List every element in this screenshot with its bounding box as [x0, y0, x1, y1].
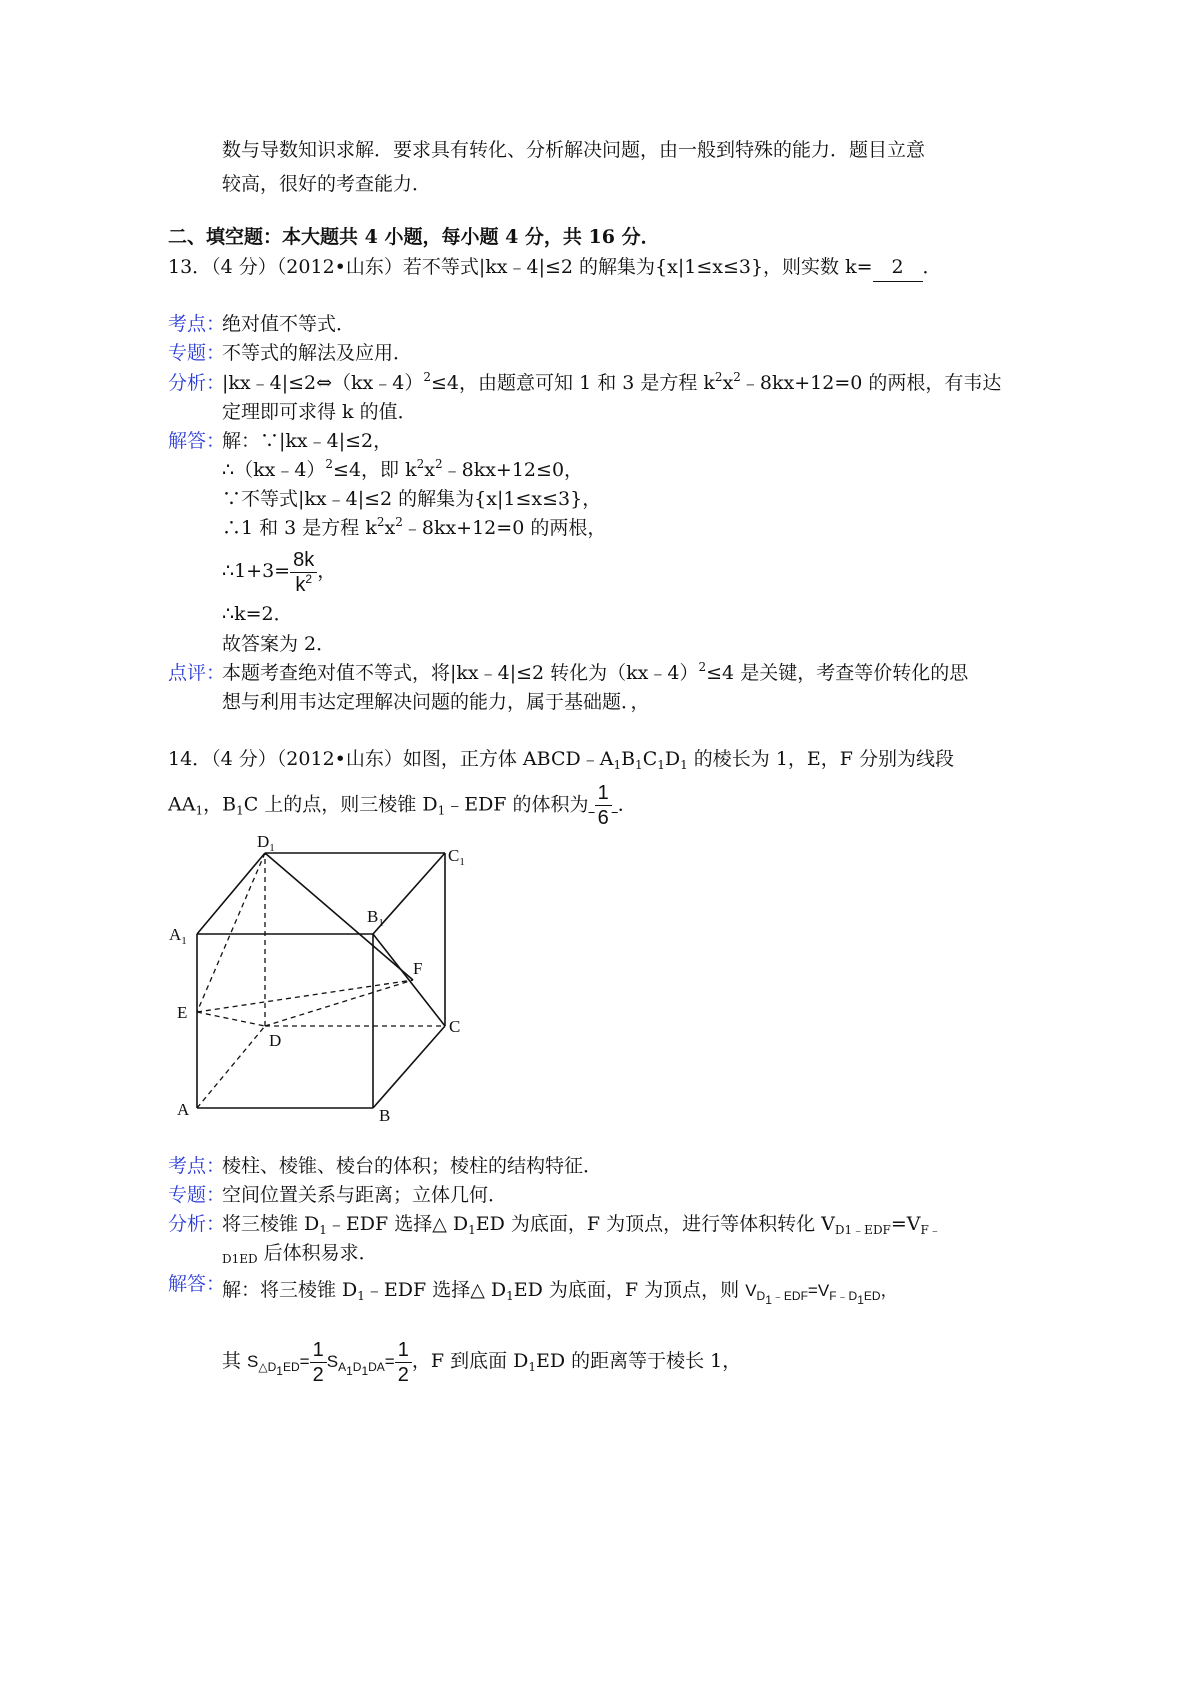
q14-stem-line1 — [168, 745, 954, 773]
q13-label-kaodian: 考点： — [168, 313, 226, 335]
q14-jd1-v2-sub — [829, 1289, 881, 1307]
dash-DF — [265, 980, 413, 1026]
q14-jd2-eq2: = — [384, 1352, 395, 1371]
q13-label-jieda: 解答： — [168, 430, 226, 452]
q14-label-fenxi: 分析： — [168, 1213, 226, 1235]
q14-jd1-v1-sub-d: D — [756, 1289, 766, 1303]
q14-half-num: 1 — [310, 1340, 327, 1363]
sub: 1 — [680, 758, 688, 772]
q13-kaodian: 绝对值不等式． — [222, 313, 356, 335]
q14-jd1-eq: =V — [807, 1281, 830, 1300]
top-line-2: 较高，很好的考查能力． — [222, 173, 432, 195]
sub: 1 — [276, 1364, 283, 1378]
sup: 2 — [376, 515, 385, 529]
q14-zhuanti: 空间位置关系与距离；立体几何． — [222, 1184, 508, 1206]
q14-jd2-formula — [247, 1339, 412, 1387]
q14-answer-fraction — [595, 783, 612, 828]
q14-jieda-line1 — [222, 1276, 898, 1305]
q13-step-7: 故答案为 2． — [222, 633, 336, 655]
q14-fx-line2-b: 后体积易求． — [257, 1242, 378, 1264]
q14-stem2-c: C 上的点，则三棱锥 D — [243, 793, 438, 816]
label-B1: $B_1$ — [367, 907, 384, 929]
q13-dp-b: ≤4 是关键，考查等价转化的思 — [706, 662, 969, 684]
sub: 1 — [765, 1293, 772, 1307]
q14-jd1-v2: F﹣D — [829, 1289, 858, 1303]
dash-D1E — [197, 853, 265, 1012]
sub: 1 — [346, 1364, 353, 1378]
sub: 1 — [635, 758, 643, 772]
sub: D1﹣EDF — [834, 1223, 891, 1237]
label-D: D — [269, 1031, 282, 1050]
sup: 2 — [305, 571, 313, 586]
q14-jd2-s1-sub-a: △D — [258, 1360, 277, 1374]
q14-jd1-v2-end: ED — [863, 1289, 881, 1303]
sub: 1 — [857, 1293, 864, 1307]
q14-stem1-c: C — [642, 748, 658, 770]
q14-jd2-s1: S — [247, 1352, 259, 1371]
q13-step-4 — [222, 514, 606, 542]
edge-A1D1 — [197, 853, 265, 934]
q13-fenxi-line2: 定理即可求得 k 的值． — [222, 401, 417, 423]
q13-label-fenxi: 分析： — [168, 372, 226, 394]
q13-fenxi-line1 — [222, 369, 1001, 397]
q14-stem2-a: AA — [168, 793, 196, 816]
q13-fenxi-d: ﹣8kx+12=0 的两根，有韦达 — [740, 372, 1002, 394]
q14-jd2-s1-sub — [258, 1360, 300, 1378]
q14-jd2-half-2 — [395, 1340, 412, 1385]
dash-EF — [197, 980, 413, 1012]
q14-label-zhuanti: 专题： — [168, 1184, 226, 1206]
q14-fx-b: ﹣EDF 选择△ D — [326, 1213, 469, 1235]
q13-fraction — [290, 550, 317, 595]
sub: 1 — [657, 758, 665, 772]
q14-jd2-s1-end: ED — [282, 1360, 300, 1374]
section-title: 二、填空题：本大题共 4 小题，每小题 4 分，共 16 分． — [168, 226, 660, 248]
q14-jd2-end: ，F 到底面 D — [411, 1350, 529, 1372]
q13-dp-a: 本题考查绝对值不等式，将|kx﹣4|≤2 转化为（kx﹣4） — [222, 662, 699, 684]
q14-answer-blank — [589, 782, 618, 829]
sub: 1 — [613, 758, 622, 772]
q14-half-num: 1 — [395, 1340, 412, 1363]
q14-stem1-d: D — [664, 748, 681, 770]
cube-figure — [165, 828, 485, 1133]
q14-stem1-a: 14．（4 分）（2012•山东）如图，正方体 ABCD﹣A — [168, 748, 614, 770]
q13-fenxi-a: |kx﹣4|≤2⇔（kx﹣4） — [222, 372, 424, 394]
sub: 1 — [361, 1364, 369, 1378]
sub: 1 — [195, 803, 204, 818]
q13-fenxi-b: ≤4，由题意可知 1 和 3 是方程 k — [431, 372, 715, 394]
q14-jd1-formula — [745, 1281, 898, 1307]
label-C: C — [449, 1017, 461, 1036]
edge-BC — [373, 1026, 445, 1108]
q13-frac-den — [290, 573, 317, 595]
label-A: A — [177, 1100, 190, 1119]
q14-stem2-end: ． — [617, 793, 637, 816]
sup: 2 — [395, 515, 403, 529]
q14-jd2-end2: ED 的距离等于棱长 1， — [536, 1350, 742, 1372]
q14-jd1-v1-sub — [756, 1289, 808, 1307]
q14-half-den: 2 — [397, 1364, 409, 1387]
q14-jd2-s2-a: A — [338, 1360, 347, 1374]
q13-stem — [168, 253, 942, 282]
q14-label-kaodian: 考点： — [168, 1155, 226, 1177]
edge-B1C — [373, 934, 445, 1026]
sup: 2 — [423, 370, 432, 384]
q13-s4-b: x — [384, 517, 396, 539]
q13-step-5 — [222, 543, 336, 599]
q14-fx-e: =V — [890, 1213, 921, 1235]
label-D1: $D_1$ — [257, 832, 275, 854]
q14-jd1-v1-mid: ﹣EDF — [771, 1289, 808, 1303]
q14-jd2-eq1: = — [299, 1352, 310, 1371]
q14-jd1-a: 解：将三棱锥 D — [222, 1279, 358, 1301]
q14-label-jieda: 解答： — [168, 1273, 226, 1295]
q13-label-zhuanti: 专题： — [168, 342, 226, 364]
q13-step-6: ∴k=2． — [222, 603, 293, 625]
sub: 1 — [506, 1289, 514, 1303]
q13-step-2 — [222, 456, 583, 484]
q14-ans-num: 1 — [595, 783, 612, 806]
q13-frac-num: 8k — [290, 550, 317, 573]
q13-s2-a: ∴（kx﹣4） — [222, 459, 326, 481]
q14-jd2-half-1 — [310, 1340, 327, 1385]
q13-label-dianping: 点评： — [168, 662, 226, 684]
q14-kaodian: 棱柱、棱锥、棱台的体积；棱柱的结构特征． — [222, 1155, 603, 1177]
q13-s2-d: ﹣8kx+12≤0， — [442, 459, 584, 481]
q13-s2-c: x — [424, 459, 435, 481]
q14-jd2-s2-end: DA — [368, 1360, 385, 1374]
q13-dianping-line2: 想与利用韦达定理解决问题的能力，属于基础题．， — [222, 691, 650, 713]
q14-stem1-b: B — [621, 748, 636, 770]
q14-fenxi-line2 — [222, 1239, 378, 1267]
q14-stem-line2 — [168, 783, 637, 828]
label-B: B — [379, 1106, 391, 1125]
top-line-1: 数与导数知识求解．要求具有转化、分析解决问题，由一般到特殊的能力．题目立意 — [222, 139, 926, 161]
q14-ans-den: 6 — [597, 807, 609, 829]
sup: 2 — [698, 660, 707, 674]
sup: 2 — [733, 370, 741, 384]
q14-jd2-s2-sub — [338, 1360, 385, 1378]
sub: 1 — [468, 1223, 476, 1237]
q14-stem1-e: 的棱长为 1，E，F 分别为线段 — [687, 748, 955, 770]
edge-D1F — [265, 853, 413, 980]
q14-jd1-c: ED 为底面，F 为顶点，则 — [513, 1279, 740, 1301]
q13-step-3: ∵不等式|kx﹣4|≤2 的解集为{x|1≤x≤3}， — [222, 488, 602, 510]
q13-s5-a: ∴1+3= — [222, 560, 291, 582]
label-F: F — [413, 959, 423, 978]
q13-fenxi-c: x — [722, 372, 734, 394]
q14-jieda-line2 — [222, 1336, 741, 1387]
sub: 1 — [357, 1289, 365, 1303]
q13-zhuanti: 不等式的解法及应用． — [222, 342, 413, 364]
sub: 1 — [528, 1360, 536, 1374]
q14-stem2-d: ﹣EDF 的体积为 — [445, 793, 589, 816]
label-A1: $A_1$ — [169, 925, 187, 947]
sup: 2 — [434, 457, 443, 471]
sup: 2 — [416, 457, 425, 471]
sub: 1 — [437, 803, 446, 818]
sup: 2 — [714, 370, 723, 384]
q14-jd2-s2-mid: D — [352, 1360, 362, 1374]
q13-frac-den-k: k — [295, 573, 306, 596]
q13-dianping-line1 — [222, 659, 968, 687]
label-E: E — [177, 1003, 188, 1022]
sub: 1 — [236, 803, 244, 818]
q13-s4-a: ∴1 和 3 是方程 k — [222, 517, 377, 539]
q13-stem-text: 13．（4 分）（2012•山东）若不等式|kx﹣4|≤2 的解集为{x|1≤x≤3}，则实数 k= — [168, 256, 873, 278]
q13-answer: 2 — [873, 253, 923, 282]
sub: F﹣ — [920, 1223, 941, 1237]
q13-step-1: 解：∵|kx﹣4|≤2， — [222, 430, 393, 452]
q14-jd2-a: 其 — [222, 1350, 248, 1372]
sub: D1ED — [222, 1252, 258, 1266]
q14-stem2-b: ，B — [203, 793, 237, 816]
q14-fenxi-line1 — [222, 1210, 941, 1238]
q13-s4-c: ﹣8kx+12=0 的两根， — [402, 517, 607, 539]
q14-half-den: 2 — [312, 1364, 324, 1387]
sub: 1 — [319, 1223, 327, 1237]
q14-jd1-b: ﹣EDF 选择△ D — [364, 1279, 507, 1301]
sup: 2 — [325, 457, 334, 471]
q14-fx-a: 将三棱锥 D — [222, 1213, 320, 1235]
q13-stem-end: ． — [922, 256, 942, 278]
q14-jd1-v1: V — [745, 1281, 757, 1300]
label-C1: $C_1$ — [448, 846, 465, 868]
dash-ED — [197, 1012, 265, 1026]
q14-jd1-end: ， — [880, 1281, 898, 1300]
q14-jd2-s2: S — [326, 1352, 339, 1371]
q13-s5-end: ， — [317, 560, 337, 582]
q13-s2-b: ≤4，即 k — [333, 459, 417, 481]
dash-AD — [197, 1026, 265, 1108]
q14-fx-c: ED 为底面，F 为顶点，进行等体积转化 V — [475, 1213, 835, 1235]
